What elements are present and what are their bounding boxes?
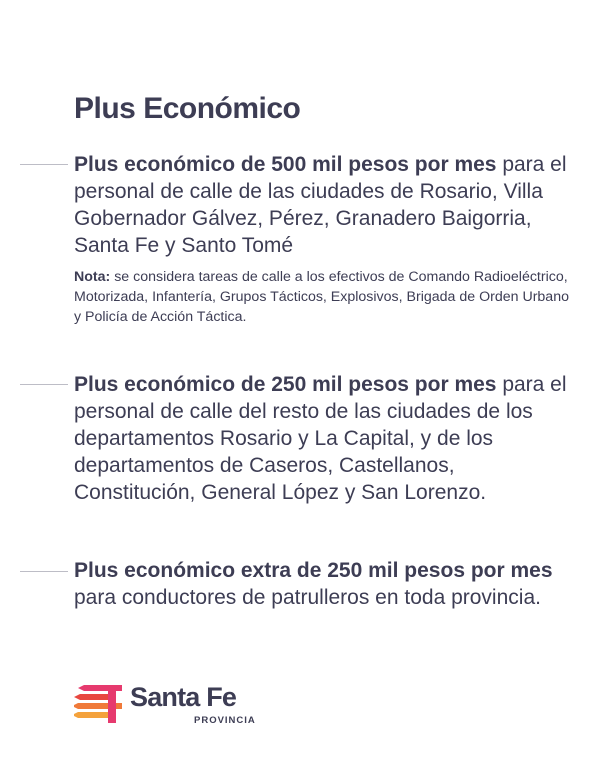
logo-name: Santa Fe bbox=[130, 682, 237, 712]
logo-subtitle: PROVINCIA bbox=[194, 715, 256, 726]
note-label: Nota: bbox=[74, 269, 111, 285]
section-divider bbox=[20, 164, 68, 165]
section-paragraph bbox=[74, 151, 574, 259]
section-text: para el personal de calle del resto de las ciudades de los departamentos Rosario y La Capital, y de los departamentos de Caseros, Castellanos, Constitución, General López y San Lorenzo. bbox=[74, 373, 567, 504]
section-extra-250 bbox=[74, 557, 574, 611]
section-divider bbox=[20, 571, 68, 572]
section-heading: Plus económico extra de 250 mil pesos por mes bbox=[74, 559, 553, 582]
page-title: Plus Económico bbox=[74, 92, 301, 125]
section-text: para conductores de patrulleros en toda provincia. bbox=[74, 586, 541, 609]
section-heading: Plus económico de 500 mil pesos por mes bbox=[74, 153, 497, 176]
section-heading: Plus económico de 250 mil pesos por mes bbox=[74, 373, 497, 396]
section-divider bbox=[20, 384, 68, 385]
santa-fe-logo bbox=[74, 683, 274, 731]
section-paragraph bbox=[74, 371, 574, 506]
section-250 bbox=[74, 371, 574, 506]
note-text: se considera tareas de calle a los efectivos de Comando Radioeléctrico, Motorizada, Infantería, Grupos Tácticos, Explosivos, Brigada de Orden Urbano y Policía de Acción Táctica. bbox=[74, 269, 569, 325]
section-note bbox=[74, 267, 574, 327]
section-paragraph bbox=[74, 557, 574, 611]
santa-fe-flag-icon bbox=[74, 683, 124, 725]
section-500 bbox=[74, 151, 574, 327]
section-text: para el personal de calle de las ciudades de Rosario, Villa Gobernador Gálvez, Pérez, Granadero Baigorria, Santa Fe y Santo Tomé bbox=[74, 153, 567, 257]
